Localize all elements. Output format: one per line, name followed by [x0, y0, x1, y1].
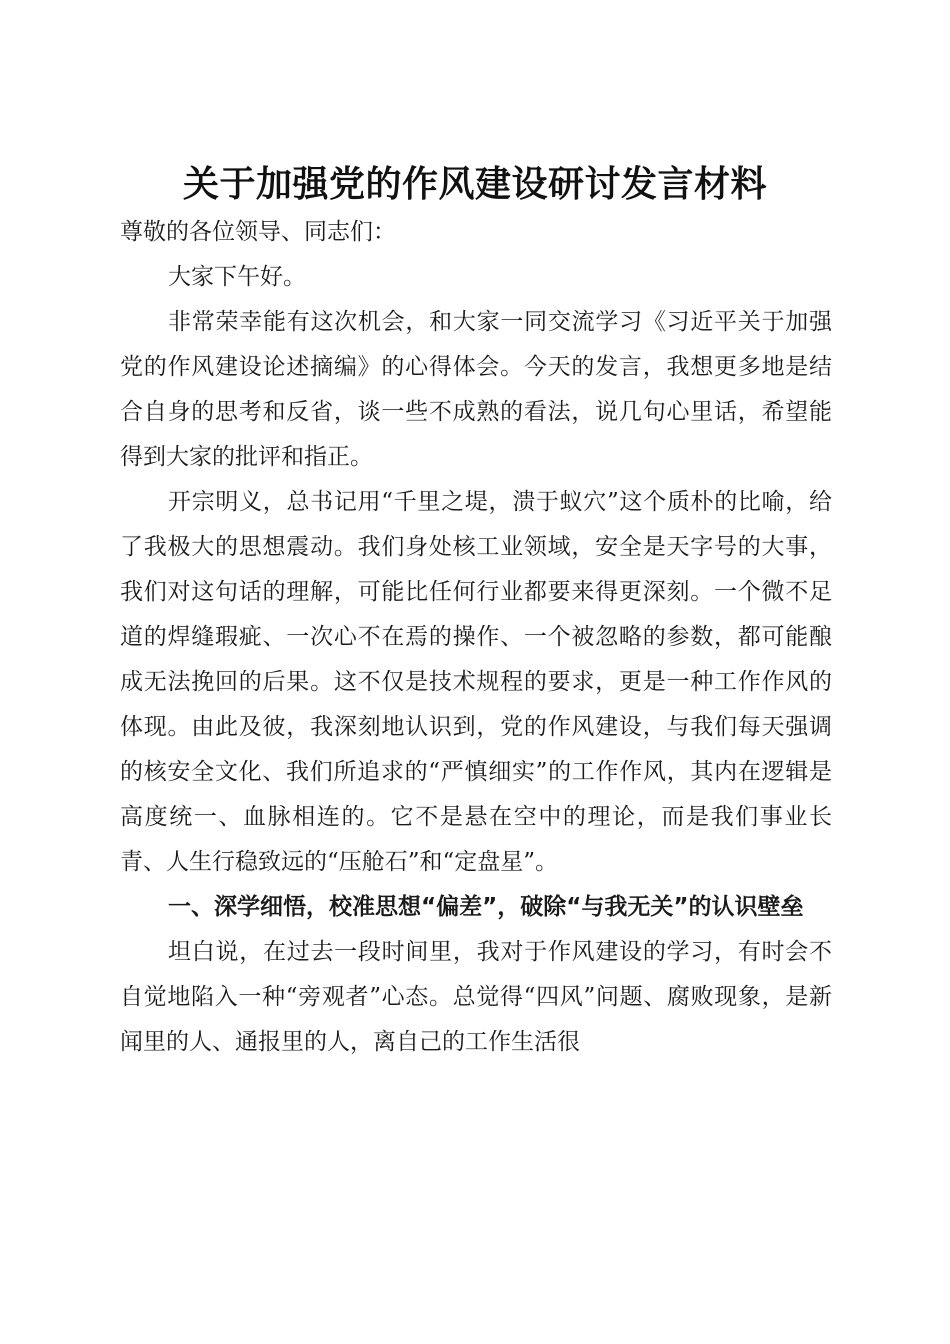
paragraph-metaphor: 开宗明义，总书记用“千里之堤，溃于蚁穴”这个质朴的比喻，给了我极大的思想震动。我们身处核工业领域，安全是天字号的大事，我们对这句话的理解，可能比任何行业都要来得更深刻。一个微不足道的焊缝瑕疵、一次心不在焉的操作、一个被忽略的参数，都可能酿成无法挽回的后果。这不仅是技术规程的要求，更是一种工作作风的体现。由此及彼，我深刻地认识到，党的作风建设，与我们每天强调的核安全文化、我们所追求的“严慎细实”的工作作风，其内在逻辑是高度统一、血脉相连的。它不是悬在空中的理论，而是我们事业长青、人生行稳致远的“压舱石”和“定盘星”。: [120, 489, 832, 875]
document-body: [120, 210, 832, 1065]
section-heading: 一、深学细悟，校准思想“偏差”，破除“与我无关”的认识壁垒: [168, 894, 804, 920]
greeting: 大家下午好。: [168, 264, 306, 290]
document-title: 关于加强党的作风建设研讨发言材料: [182, 163, 767, 206]
section-paragraph: 坦白说，在过去一段时间里，我对于作风建设的学习，有时会不自觉地陷入一种“旁观者”心态。总觉得“四风”问题、腐败现象，是新闻里的人、通报里的人，离自己的工作生活很: [120, 939, 832, 1055]
salutation: 尊敬的各位领导、同志们：: [120, 219, 396, 245]
paragraph-intro: 非常荣幸能有这次机会，和大家一同交流学习《习近平关于加强党的作风建设论述摘编》的心得体会。今天的发言，我想更多地是结合自身的思考和反省，谈一些不成熟的看法，说几句心里话，希望能得到大家的批评和指正。: [120, 309, 832, 470]
